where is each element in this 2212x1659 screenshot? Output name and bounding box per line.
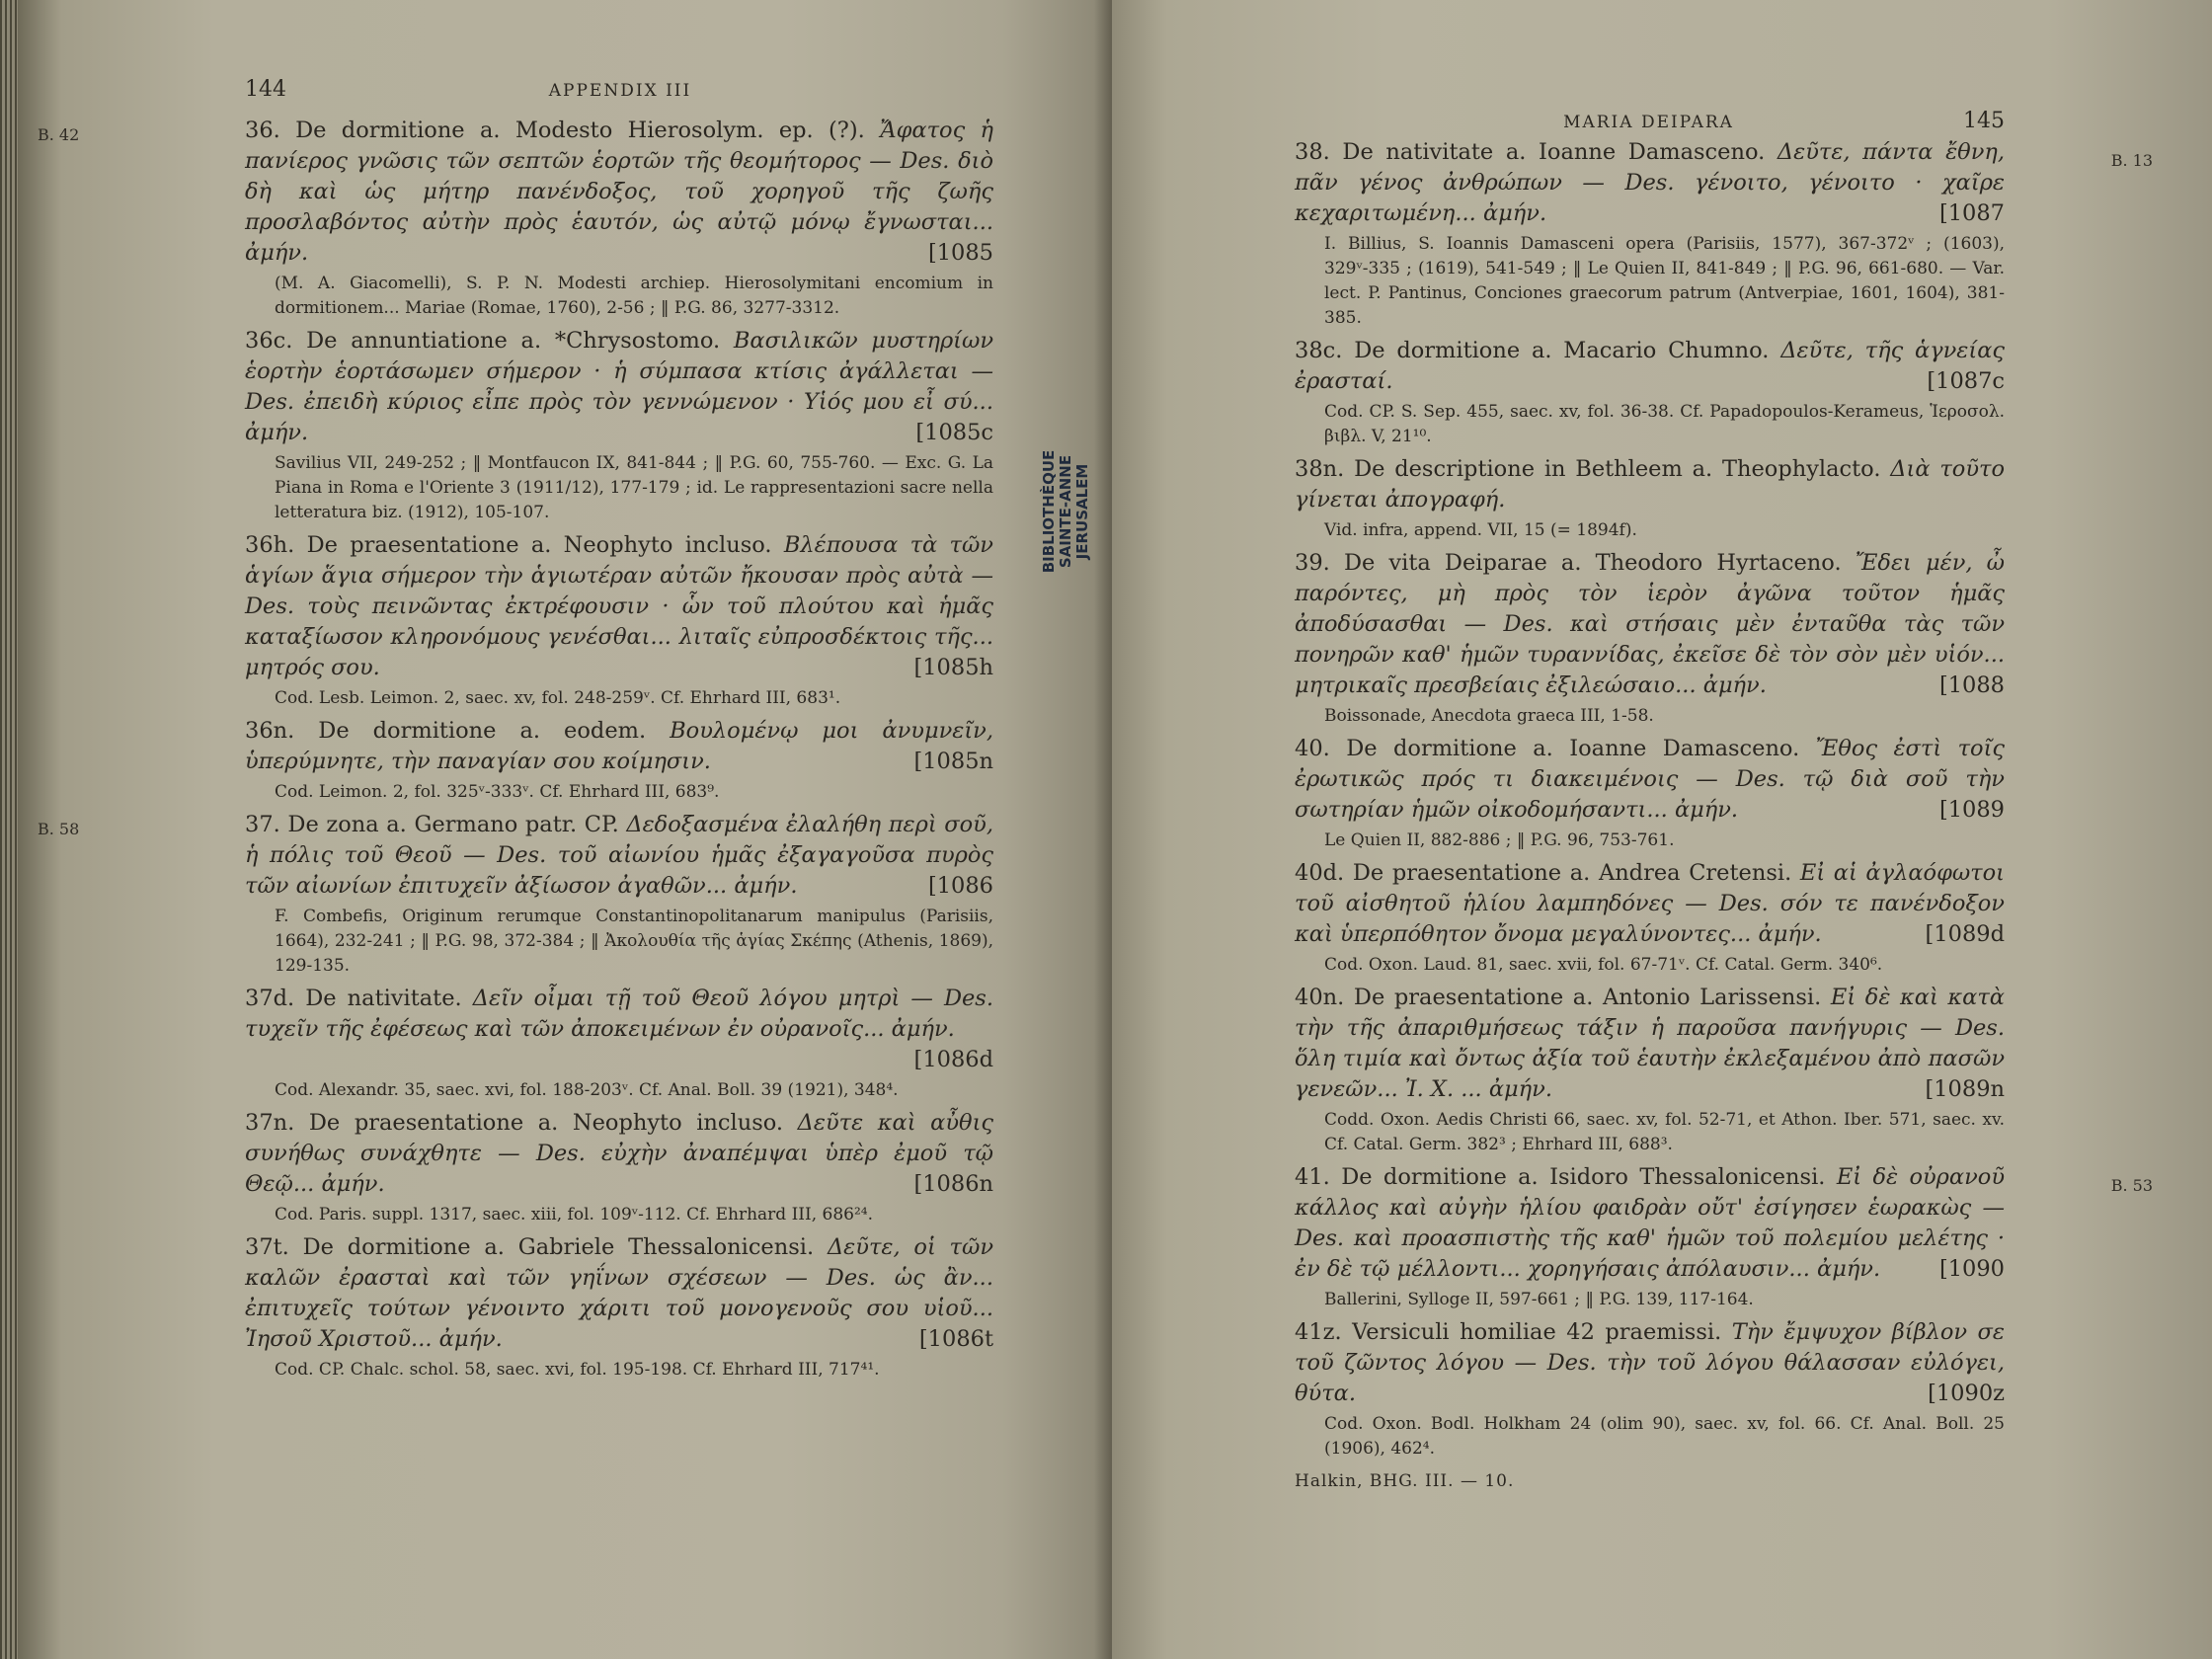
entry-title: De nativitate. [305,986,462,1011]
entry-incipit: Εἰ δὲ καὶ κατὰ τὴν τῆς ἀπαριθμήσεως τάξιν ἡ παροῦσα πανήγυρις — Des. ὅλη τιμία καὶ ὄντως ἀξία τοῦ ἑαυτὴν ἐκλεξαμένου ἀπὸ πασῶν γενεῶν... Ἰ. Χ. ... ἀμήν. [1295,985,2006,1102]
entry-number: 40d. [1295,860,1345,886]
entry-bibliography: Cod. Lesb. Leimon. 2, saec. xv, fol. 248-259ᵛ. Cf. Ehrhard III, 683¹. [275,688,841,708]
entry-title: De dormitione a. Ioanne Damasceno. [1346,736,1800,761]
entry-text [245,326,993,448]
right-page-number: 145 [1963,109,2005,133]
entry-incipit: Δεδοξασμένα ἐλαλήθη περὶ σοῦ, ἡ πόλις τοῦ Θεοῦ — Des. τοῦ αἰωνίου ἡμᾶς ἐξαγαγοῦσα πυρὸς τῶν αἰωνίων ἐπιτυχεῖν ἀξίωσον ἀγαθῶν... ἀμήν. [245,812,994,899]
entry-title: De annuntiatione a. *Chrysostomo. [306,328,721,354]
entry-number: 37t. [245,1234,289,1260]
catalog-entry [245,984,993,1103]
entry-title: De vita Deiparae a. Theodoro Hyrtaceno. [1343,550,1842,576]
entry-bibliography: Cod. Oxon. Laud. 81, saec. xvii, fol. 67-71ᵛ. Cf. Catal. Germ. 340⁶. [1324,955,1883,975]
entry-text [1295,548,2005,701]
entry-number: 36n. [245,718,295,744]
left-entries [38,116,994,1382]
entry-incipit: Ἔδει μέν, ὦ παρόντες, μὴ πρὸς τὸν ἱερὸν ἀγῶνα τοῦτον ἡμᾶς ἀποδύσασθαι — Des. καὶ στήσαις μὲν ἐνταῦθα τὰς τῶν πονηρῶν καθ' ἡμῶν τυραννίδας, ἐκεῖσε δὲ τὸν σὸν μὲν υἱόν... μητρικαῖς πρεσβείαις ἐξιλεώσαιο... ἀμήν. [1295,550,2006,698]
entry-text [1295,858,2005,950]
right-page [1112,0,2212,1659]
entry-text [1295,336,2005,397]
entry-title: De praesentatione a. Neophyto incluso. [306,532,772,558]
catalog-entry [1295,858,2005,978]
right-running-head [1295,109,2005,133]
entry-bibliography: I. Billius, S. Ioannis Damasceni opera (Parisiis, 1577), 367-372ᵛ ; (1603), 329ᵛ-335 ; (1619), 541-549 ; ‖ Le Quien II, 841-849 ; ‖ P.G. 96, 661-680. — Var. lect. P. Pantinus, Conciones graecorum patrum (Antverpiae, 1601, 1604), 381-385. [1324,234,2005,328]
catalog-entry [1295,1162,2153,1312]
stamp-line-3: JERUSALEM [1072,463,1091,560]
entry-text [245,530,993,683]
entry-reference-number: [1089d [1925,921,2005,947]
entry-text [1295,454,2005,515]
entry-incipit: Τὴν ἔμψυχον βίβλον σε τοῦ ζῶντος λόγου — Des. τὴν τοῦ λόγου θάλασσαν εὐλόγει, θύτα. [1295,1319,2005,1406]
entry-number: 37n. [245,1110,295,1136]
entry-reference-number: [1086 [927,873,993,899]
entry-text [1295,1317,2005,1409]
entry-text [1295,137,2153,229]
entry-text [1295,734,2005,826]
entry-title: De praesentatione a. Andrea Cretensi. [1352,860,1792,886]
catalog-entry [245,1108,993,1227]
catalog-entry [1295,983,2005,1157]
entry-number: 40n. [1295,985,1345,1010]
entry-reference-number: [1085h [913,655,993,680]
entry-bibliography: Cod. Alexandr. 35, saec. xvi, fol. 188-203ᵛ. Cf. Anal. Boll. 39 (1921), 348⁴. [275,1080,899,1100]
entry-title: De descriptione in Bethleem a. Theophylacto. [1354,456,1881,482]
catalog-entry [245,530,993,711]
entry-title: De dormitione a. Gabriele Thessalonicensi. [302,1234,815,1260]
entry-bibliography: (M. A. Giacomelli), S. P. N. Modesti archiep. Hierosolymitani encomium in dormitionem... Mariae (Romae, 1760), 2-56 ; ‖ P.G. 86, 3277-3312. [275,274,993,318]
margin-reference: B. 13 [2110,151,2153,170]
entry-incipit: Ἔθος ἐστὶ τοῖς ἐρωτικῶς πρός τι διακειμένοις — Des. τῷ διὰ σοῦ τὴν σωτηρίαν ἡμῶν οἰκοδομήσαντι... ἀμήν. [1295,736,2006,823]
stamp-line-2: SAINTE-ANNE [1056,454,1074,569]
catalog-entry [245,326,993,525]
entry-incipit: Διὰ τοῦτο γίνεται ἀπογραφή. [1295,456,2006,513]
entry-bibliography: Cod. Oxon. Bodl. Holkham 24 (olim 90), saec. xv, fol. 66. Cf. Anal. Boll. 25 (1906), 462⁴. [1324,1414,2005,1459]
entry-number: 36. [245,118,280,143]
entry-title: De dormitione a. Isidoro Thessalonicensi. [1341,1164,1826,1190]
entry-reference-number: [1087c [1927,368,2005,394]
entry-reference-number: [1086d [913,1047,993,1072]
catalog-entry [245,716,993,805]
entry-reference-number: [1085 [927,240,993,266]
catalog-entry [38,810,994,979]
entry-bibliography: F. Combefis, Originum rerumque Constantinopolitanarum manipulus (Parisiis, 1664), 232-241 ; ‖ P.G. 98, 372-384 ; ‖ Ἀκολουθία τῆς ἁγίας Σκέπης (Athenis, 1869), 129-135. [275,907,993,976]
entry-incipit: Εἰ δὲ οὐρανοῦ κάλλος καὶ αὐγὴν ἡλίου φαιδρὰν οὔτ' ἐσίγησεν ἑωρακὼς — Des. καὶ προασπιστὴς τῆς καθ' ἡμῶν τοῦ πολεμίου μελέτης · ἐν δὲ τῷ μέλλοντι... χορηγήσαις ἀπόλαυσιν... ἀμήν. [1295,1164,2005,1282]
entry-text [245,984,993,1075]
catalog-entry [1295,336,2005,449]
entry-incipit: Δεῦτε, τῆς ἁγνείας ἐρασταί. [1295,338,2005,394]
entry-title: De dormitione a. Modesto Hierosolym. ep. (?). [295,118,865,143]
entry-number: 40. [1295,736,1330,761]
entry-bibliography: Vid. infra, append. VII, 15 (= 1894f). [1324,520,1637,540]
entry-number: 36h. [245,532,295,558]
entry-incipit: Ἄφατος ἡ πανίερος γνῶσις τῶν σεπτῶν ἑορτῶν τῆς θεομήτορος — Des. διὸ δὴ καὶ ὡς μήτηρ πανένδοξος, τοῦ χορηγοῦ τῆς ζωῆς προσλαβόντος αὐτὴν πρὸς ἑαυτόν, ὡς αὐτῷ μόνῳ ἔγνωσται... ἀμήν. [245,118,993,266]
entry-title: De praesentatione a. Antonio Larissensi. [1353,985,1822,1010]
entry-text [245,1108,993,1200]
entry-number: 38. [1295,139,1330,165]
entry-reference-number: [1085c [915,420,993,445]
entry-number: 37d. [245,986,295,1011]
entry-title: De nativitate a. Ioanne Damasceno. [1342,139,1766,165]
entry-number: 36c. [245,328,293,354]
right-running-title: MARIA DEIPARA [1563,113,1734,132]
entry-incipit: Δεῖν οἶμαι τῇ τοῦ Θεοῦ λόγου μητρὶ — Des. τυχεῖν τῆς ἐφέσεως καὶ τῶν ἀποκειμένων ἐν οὐρανοῖς... ἀμήν. [245,986,993,1042]
right-entries [1295,137,2153,1462]
entry-number: 37. [245,812,280,837]
entry-number: 41. [1295,1164,1330,1190]
entry-number: 39. [1295,550,1330,576]
entry-bibliography: Cod. CP. Chalc. schol. 58, saec. xvi, fol. 195-198. Cf. Ehrhard III, 717⁴¹. [275,1360,880,1380]
margin-reference: B. 53 [2110,1176,2153,1195]
entry-text [245,1232,993,1355]
entry-text [38,116,993,269]
entry-bibliography: Ballerini, Sylloge II, 597-661 ; ‖ P.G. 139, 117-164. [1324,1290,1754,1309]
entry-reference-number: [1090z [1928,1381,2005,1406]
entry-text [38,810,994,902]
entry-reference-number: [1087 [1938,200,2005,226]
entry-incipit: Βλέπουσα τὰ τῶν ἁγίων ἅγια σήμερον τὴν ἁγιωτέραν αὐτῶν ἤκουσαν πρὸς αὐτὰ — Des. τοὺς πεινῶντας ἐκτρέφουσιν · ὧν τοῦ πλούτου καὶ ἡμᾶς καταξίωσον κληρονόμους γενέσθαι... λιταῖς εὐπροσδέκτοις τῆς... μητρός σου. [245,532,993,680]
entry-title: De praesentatione a. Neophyto incluso. [308,1110,784,1136]
entry-title: Versiculi homiliae 42 praemissi. [1352,1319,1722,1345]
margin-reference: B. 58 [38,820,80,838]
entry-text [1295,1162,2153,1285]
entry-incipit: Δεῦτε, πάντα ἔθνη, πᾶν γένος ἀνθρώπων — Des. γένοιτο, γένοιτο · χαῖρε κεχαριτωμένη... ἀμήν. [1295,139,2006,226]
entry-title: De dormitione a. Macario Chumno. [1354,338,1770,363]
entry-bibliography: Cod. CP. S. Sep. 455, saec. xv, fol. 36-38. Cf. Papadopoulos-Kerameus, Ἱεροσολ. βιβλ. V, 21¹⁰. [1324,402,2005,446]
entry-bibliography: Cod. Leimon. 2, fol. 325ᵛ-333ᵛ. Cf. Ehrhard III, 683⁹. [275,782,720,802]
catalog-entry [1295,548,2005,729]
catalog-entry [1295,734,2005,853]
entry-title: De zona a. Germano patr. CP. [287,812,619,837]
left-page [18,0,1112,1659]
entry-number: 38n. [1295,456,1345,482]
entry-text [1295,983,2005,1105]
stamp-line-1: BIBLIOTHÈQUE [1039,449,1058,574]
entry-incipit: Εἰ αἱ ἀγλαόφωτοι τοῦ αἰσθητοῦ ἡλίου λαμπηδόνες — Des. σόν τε πανένδοξον καὶ ὑπερπόθητον ὄνομα μεγαλύνοντες... ἀμήν. [1295,860,2005,947]
margin-reference: B. 42 [38,125,80,144]
page-footer: Halkin, BHG. III. — 10. [1295,1471,1515,1491]
entry-number: 38c. [1295,338,1343,363]
entry-bibliography: Cod. Paris. suppl. 1317, saec. xiii, fol. 109ᵛ-112. Cf. Ehrhard III, 686²⁴. [275,1205,874,1224]
catalog-entry [1295,1317,2005,1462]
entry-reference-number: [1089n [1925,1076,2005,1102]
catalog-entry [38,116,993,321]
entry-reference-number: [1085n [913,749,993,774]
left-page-number: 144 [245,77,286,102]
entry-text [245,716,993,777]
catalog-entry [245,1232,993,1382]
entry-bibliography: Codd. Oxon. Aedis Christi 66, saec. xv, fol. 52-71, et Athon. Iber. 571, saec. xv. Cf. Catal. Germ. 382³ ; Ehrhard III, 688³. [1324,1110,2005,1154]
catalog-entry [1295,454,2005,543]
left-running-title: APPENDIX III [548,81,692,101]
entry-reference-number: [1086n [913,1171,993,1197]
entry-reference-number: [1086t [918,1326,993,1352]
entry-bibliography: Le Quien II, 882-886 ; ‖ P.G. 96, 753-761. [1324,830,1675,850]
catalog-entry [1295,137,2153,331]
entry-reference-number: [1088 [1938,672,2005,698]
entry-incipit: Βουλομένῳ μοι ἀνυμνεῖν, ὑπερύμνητε, τὴν παναγίαν σου κοίμησιν. [245,718,994,774]
entry-reference-number: [1090 [1938,1256,2005,1282]
entry-number: 41z. [1295,1319,1342,1345]
entry-title: De dormitione a. eodem. [318,718,647,744]
entry-reference-number: [1089 [1938,797,2005,823]
entry-incipit: Βασιλικῶν μυστηρίων ἑορτὴν ἑορτάσωμεν σήμερον · ἡ σύμπασα κτίσις ἀγάλλεται — Des. ἐπειδὴ κύριος εἶπε πρὸς τὸν γεννώμενον · Υἱός μου εἶ σύ... ἀμήν. [245,328,994,445]
entry-incipit: Δεῦτε, οἱ τῶν καλῶν ἐρασταὶ καὶ τῶν γηΐνων σχέσεων — Des. ὡς ἂν... ἐπιτυχεῖς τούτων γένοιντο χάριτι τοῦ μονογενοῦς σου υἱοῦ... Ἰησοῦ Χριστοῦ... ἀμήν. [245,1234,994,1352]
left-running-head [245,77,993,102]
entry-bibliography: Savilius VII, 249-252 ; ‖ Montfaucon IX, 841-844 ; ‖ P.G. 60, 755-760. — Exc. G. La Piana in Roma e l'Oriente 3 (1911/12), 177-179 ; id. Le rappresentazioni sacre nella letteratura biz. (1912), 105-107. [275,453,993,522]
entry-bibliography: Boissonade, Anecdota graeca III, 1-58. [1324,706,1654,726]
entry-incipit: Δεῦτε καὶ αὖθις συνήθως συνάχθητε — Des. εὐχὴν ἀναπέμψαι ὑπὲρ ἐμοῦ τῷ Θεῷ... ἀμήν. [245,1110,994,1197]
